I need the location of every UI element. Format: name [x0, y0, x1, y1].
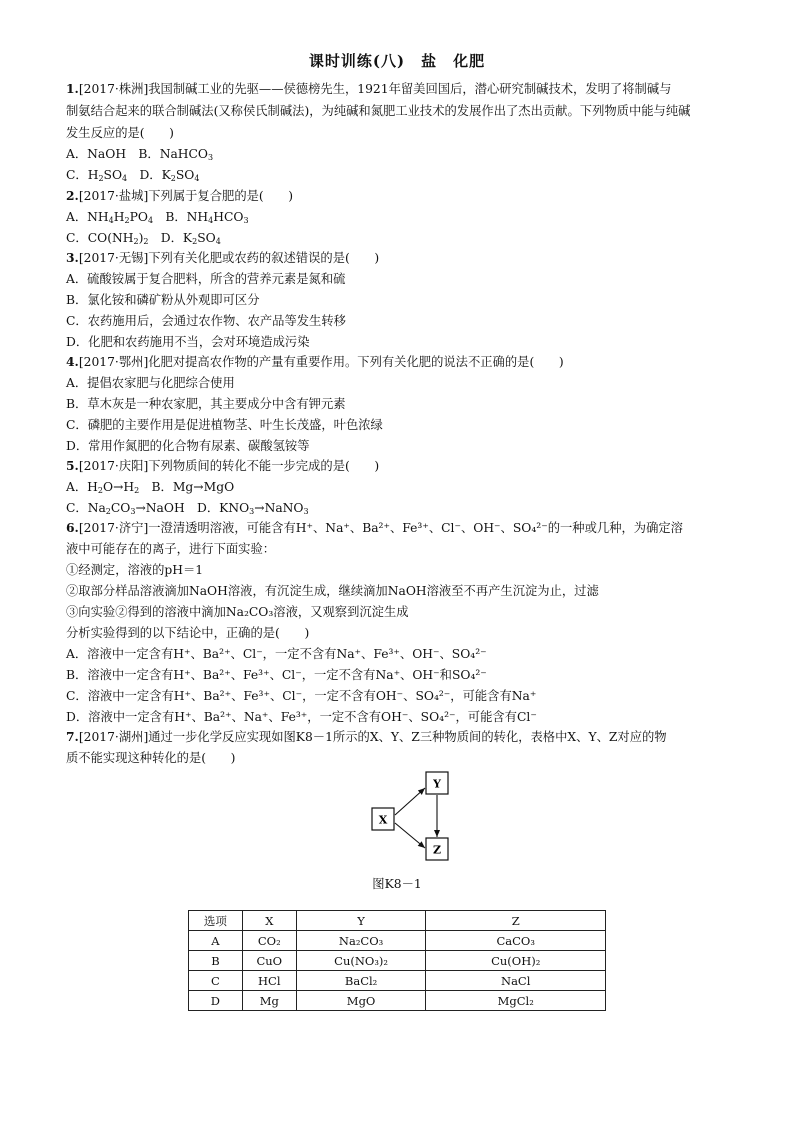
question-3-stem: 3.[2017·无锡]下列有关化肥或农药的叙述错误的是( )	[66, 250, 380, 265]
question-number: 2.	[66, 188, 79, 203]
question-3-option-c: C．农药施用后，会通过农作物、农产品等发生转移	[66, 314, 346, 328]
table-cell: B	[189, 951, 243, 971]
question-1-line-1	[66, 81, 671, 97]
question-text: [2017·株洲]我国制碱工业的先驱——侯德榜先生，1921年留美回国后，潜心研究制碱技术，发明了将制碱与	[78, 82, 672, 96]
figure-caption: 图K8－1	[372, 877, 422, 891]
question-4-option-a: A．提倡农家肥与化肥综合使用	[66, 376, 235, 390]
question-2-options-ab: A．$NH_4H_2PO_4$ B．$NH_4HCO_3$	[66, 210, 249, 225]
question-5-options-cd: C．$Na_2CO_3\to NaOH$ D．$KNO_3\to NaNO_3$	[66, 501, 309, 516]
arrow-x-to-y	[395, 788, 425, 815]
question-number: 5.	[66, 458, 79, 473]
table-cell: NaCl	[426, 971, 606, 991]
node-x-label: X	[378, 813, 388, 827]
question-6-step-3: ③向实验②得到的溶液中滴加Na₂CO₃溶液，又观察到沉淀生成	[66, 605, 409, 619]
question-6-option-a: A．溶液中一定含有H⁺、Ba²⁺、Cl⁻，一定不含有Na⁺、Fe³⁺、OH⁻、SO₄²⁻	[66, 647, 487, 661]
question-3-option-b: B．氯化铵和磷矿粉从外观即可区分	[66, 293, 260, 307]
question-6-line-2: 液中可能存在的离子，进行下面实验：	[66, 542, 276, 556]
table-cell: A	[189, 931, 243, 951]
table-cell: Na₂CO₃	[296, 931, 426, 951]
table-cell: CuO	[242, 951, 296, 971]
table-header-cell: X	[242, 911, 296, 931]
arrow-x-to-z	[395, 823, 425, 848]
question-6-line-1: 6.[2017·济宁]一澄清透明溶液，可能含有H⁺、Na⁺、Ba²⁺、Fe³⁺、Cl⁻、OH⁻、SO₄²⁻的一种或几种，为确定溶	[66, 520, 683, 535]
node-z-label: Z	[432, 843, 442, 857]
question-6-step-2: ②取部分样品溶液滴加NaOH溶液，有沉淀生成，继续滴加NaOH溶液至不再产生沉淀为止，过滤	[66, 584, 599, 598]
table-row	[189, 931, 606, 951]
question-number: 3.	[66, 250, 79, 265]
question-6-step-1: ①经测定，溶液的pH＝1	[66, 563, 204, 577]
node-y-label: Y	[433, 777, 441, 791]
question-6-option-b: B．溶液中一定含有H⁺、Ba²⁺、Fe³⁺、Cl⁻，一定不含有Na⁺、OH⁻和SO₄²⁻	[66, 668, 487, 682]
question-6-ask: 分析实验得到的以下结论中，正确的是( )	[66, 626, 310, 640]
question-1-options-cd: C．$H_2SO_4$ D．$K_2SO_4$	[66, 168, 200, 183]
conversion-diagram	[360, 766, 470, 876]
table-row	[189, 951, 606, 971]
question-5-stem: 5.[2017·庆阳]下列物质间的转化不能一步完成的是( )	[66, 458, 380, 473]
table-header-row	[189, 911, 606, 931]
table-cell: Mg	[242, 991, 296, 1011]
table-row	[189, 991, 606, 1011]
table-cell: Cu(OH)₂	[426, 951, 606, 971]
question-4-stem: 4.[2017·鄂州]化肥对提高农作物的产量有重要作用。下列有关化肥的说法不正确的是( )	[66, 354, 564, 369]
table-cell: HCl	[242, 971, 296, 991]
question-7-line-2: 质不能实现这种转化的是( )	[66, 751, 236, 765]
question-number: 6.	[66, 520, 79, 535]
question-2-stem: 2.[2017·盐城]下列属于复合肥的是( )	[66, 188, 294, 203]
table-cell: D	[189, 991, 243, 1011]
table-header-cell: 选项	[189, 911, 243, 931]
question-5-options-ab: A．$H_2O\to H_2$ B．Mg→MgO	[66, 480, 235, 495]
question-1-options-ab: A．NaOH B．NaHCO$_3$	[66, 147, 214, 162]
question-number: 7.	[66, 729, 79, 744]
table-cell: BaCl₂	[296, 971, 426, 991]
question-3-option-a: A．硫酸铵属于复合肥料，所含的营养元素是氮和硫	[66, 272, 346, 286]
question-6-option-c: C．溶液中一定含有H⁺、Ba²⁺、Fe³⁺、Cl⁻，一定不含有OH⁻、SO₄²⁻，可能含有Na⁺	[66, 689, 537, 703]
table-cell: MgCl₂	[426, 991, 606, 1011]
options-table	[188, 910, 606, 1011]
table-cell: MgO	[296, 991, 426, 1011]
question-number: 1.	[66, 81, 79, 96]
question-number: 4.	[66, 354, 79, 369]
question-4-option-c: C．磷肥的主要作用是促进植物茎、叶生长茂盛，叶色浓绿	[66, 418, 383, 432]
table-cell: Cu(NO₃)₂	[296, 951, 426, 971]
question-1-line-2: 制氨结合起来的联合制碱法(又称侯氏制碱法)，为纯碱和氮肥工业技术的发展作出了杰出贡献。下列物质中能与纯碱	[66, 104, 691, 118]
table-cell: C	[189, 971, 243, 991]
question-3-option-d: D．化肥和农药施用不当，会对环境造成污染	[66, 335, 310, 349]
question-7-line-1: 7.[2017·湖州]通过一步化学反应实现如图K8－1所示的X、Y、Z三种物质间的转化，表格中X、Y、Z对应的物	[66, 729, 667, 744]
page-title: 课时训练(八) 盐 化肥	[308, 52, 486, 70]
table-header-cell: Z	[426, 911, 606, 931]
table-row	[189, 971, 606, 991]
question-6-option-d: D．溶液中一定含有H⁺、Ba²⁺、Na⁺、Fe³⁺，一定不含有OH⁻、SO₄²⁻，可能含有Cl⁻	[66, 710, 537, 724]
question-2-options-cd: C．$CO(NH_2)_2$ D．$K_2SO_4$	[66, 231, 221, 246]
table-header-cell: Y	[296, 911, 426, 931]
table-cell: CO₂	[242, 931, 296, 951]
question-4-option-b: B．草木灰是一种农家肥，其主要成分中含有钾元素	[66, 397, 346, 411]
table-cell: CaCO₃	[426, 931, 606, 951]
question-1-line-3: 发生反应的是( )	[66, 126, 174, 140]
question-4-option-d: D．常用作氮肥的化合物有尿素、碳酸氢铵等	[66, 439, 310, 453]
